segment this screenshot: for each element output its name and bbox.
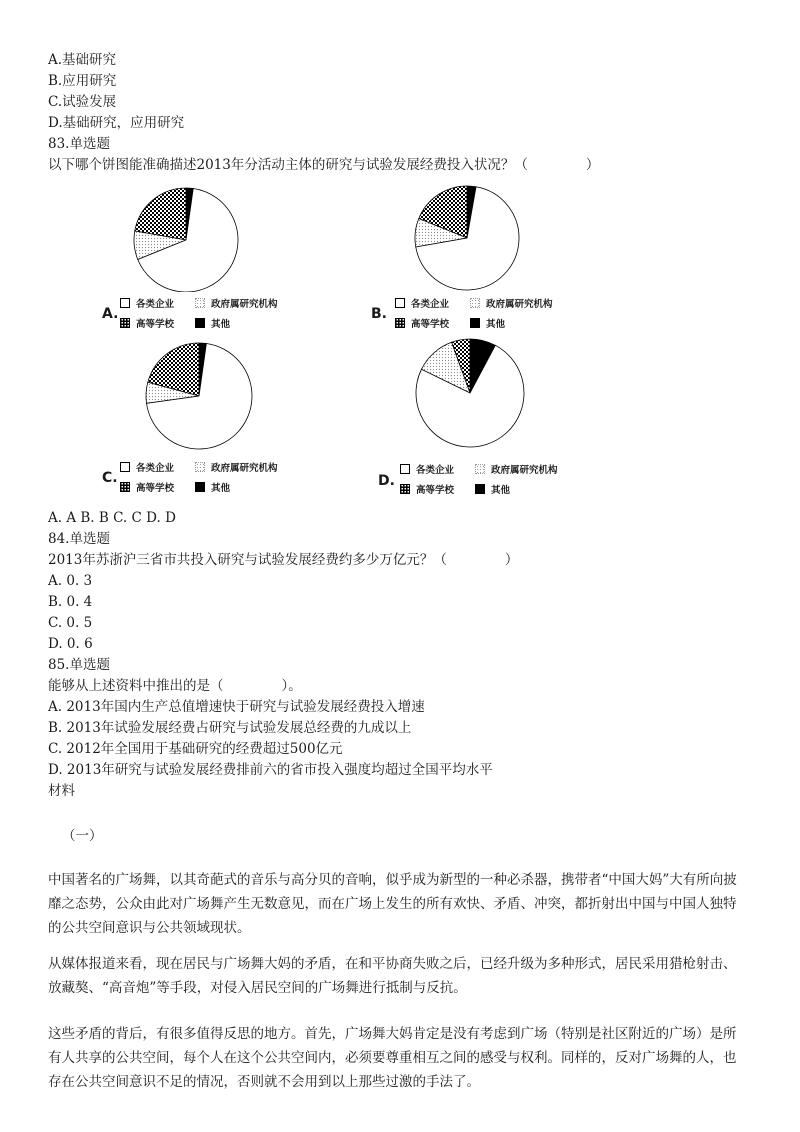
- q84-option-a: A. 0. 3: [48, 573, 93, 589]
- pie-chart-c: [90, 338, 370, 498]
- pie-b-slices: [415, 186, 519, 290]
- q84-option-b: B. 0. 4: [48, 594, 93, 610]
- swatch-dotted: [475, 464, 485, 474]
- pie-chart-d: [370, 335, 650, 500]
- pie-chart-b: [365, 180, 645, 340]
- legend-university: 高等学校: [120, 480, 174, 494]
- material-paragraph-1: 中国著名的广场舞，以其奇葩式的音乐与高分贝的音响，似乎成为新型的一种必杀器，携带者“中国大妈”大有所向披靡之态势，公众由此对广场舞产生无数意见，而在广场上发生的所有欢快、矛盾、冲突，都折射出中国与中国人独特的公共空间意识与公共领域现状。: [48, 872, 737, 936]
- pie-a-slices: [134, 188, 238, 292]
- q83-label: 83.单选题: [48, 136, 110, 152]
- swatch-dotted: [470, 298, 480, 308]
- swatch-checker: [120, 318, 130, 328]
- legend-gov-institute: 政府属研究机构: [195, 460, 278, 474]
- pie-b-letter: B.: [371, 306, 387, 322]
- swatch-dotted: [195, 298, 205, 308]
- section-heading: （一）: [62, 828, 103, 844]
- legend-other: 其他: [195, 480, 230, 494]
- pie-chart-a: [90, 180, 370, 340]
- legend-other: 其他: [470, 316, 505, 330]
- legend-enterprise: 各类企业: [120, 296, 174, 310]
- legend-university: 高等学校: [400, 482, 454, 496]
- swatch-white: [120, 298, 130, 308]
- q84-question: 2013年苏浙沪三省市共投入研究与试验发展经费约多少万亿元？（ ）: [48, 552, 519, 568]
- q84-option-c: C. 0. 5: [48, 615, 93, 631]
- pie-a-svg: [120, 180, 250, 292]
- pie-c-slices: [146, 343, 252, 449]
- q83-answer-options: A. A B. B C. C D. D: [48, 510, 176, 526]
- q82-option-c: C.试验发展: [48, 94, 117, 110]
- material-label: 材料: [48, 783, 75, 799]
- pie-c-svg: [115, 338, 255, 450]
- legend-enterprise: 各类企业: [400, 462, 454, 476]
- swatch-black: [475, 484, 485, 494]
- q84-option-d: D. 0. 6: [48, 636, 93, 652]
- q83-question: 以下哪个饼图能准确描述2013年分活动主体的研究与试验发展经费投入状况？（ ）: [48, 157, 600, 173]
- legend-university: 高等学校: [120, 316, 174, 330]
- swatch-white: [400, 464, 410, 474]
- swatch-checker: [120, 482, 130, 492]
- swatch-white: [120, 462, 130, 472]
- q85-label: 85.单选题: [48, 657, 110, 673]
- swatch-black: [470, 318, 480, 328]
- pie-c-letter: C.: [102, 470, 118, 486]
- q84-label: 84.单选题: [48, 531, 110, 547]
- pie-b-svg: [385, 180, 525, 292]
- q85-option-b: B. 2013年试验发展经费占研究与试验发展总经费的九成以上: [48, 720, 412, 736]
- q85-option-a: A. 2013年国内生产总值增速快于研究与试验发展经费投入增速: [48, 699, 425, 715]
- legend-enterprise: 各类企业: [395, 296, 449, 310]
- legend-other: 其他: [475, 482, 510, 496]
- swatch-checker: [400, 484, 410, 494]
- material-paragraph-2: 从媒体报道来看，现在居民与广场舞大妈的矛盾，在和平协商失败之后，已经升级为多种形式，居民采用猎枪射击、放藏獒、“高音炮”等手段，对侵入居民空间的广场舞进行抵制与反抗。: [48, 956, 737, 996]
- legend-gov-institute: 政府属研究机构: [475, 462, 558, 476]
- q82-option-a: A.基础研究: [48, 52, 117, 68]
- pie-d-letter: D.: [378, 473, 395, 489]
- q85-option-c: C. 2012年全国用于基础研究的经费超过500亿元: [48, 741, 343, 757]
- pie-a-letter: A.: [102, 306, 119, 322]
- swatch-black: [195, 482, 205, 492]
- swatch-black: [195, 318, 205, 328]
- q85-question: 能够从上述资料中推出的是（ ）。: [48, 678, 302, 694]
- legend-gov-institute: 政府属研究机构: [195, 296, 278, 310]
- pie-d-svg: [390, 335, 530, 450]
- legend-other: 其他: [195, 316, 230, 330]
- swatch-dotted: [195, 462, 205, 472]
- material-paragraph-3: 这些矛盾的背后，有很多值得反思的地方。首先，广场舞大妈肯定是没有考虑到广场（特别是社区附近的广场）是所有人共享的公共空间，每个人在这个公共空间内，必须要尊重相互之间的感受与权利。同样的，反对广场舞的人，也存在公共空间意识不足的情况，否则就不会用到以上那些过激的手法了。: [48, 1026, 737, 1090]
- legend-university: 高等学校: [395, 316, 449, 330]
- q82-option-b: B.应用研究: [48, 73, 117, 89]
- q85-option-d: D. 2013年研究与试验发展经费排前六的省市投入强度均超过全国平均水平: [48, 762, 493, 778]
- legend-gov-institute: 政府属研究机构: [470, 296, 553, 310]
- pie-d-slices: [416, 339, 524, 447]
- legend-enterprise: 各类企业: [120, 460, 174, 474]
- swatch-white: [395, 298, 405, 308]
- swatch-checker: [395, 318, 405, 328]
- q82-option-d: D.基础研究，应用研究: [48, 115, 185, 131]
